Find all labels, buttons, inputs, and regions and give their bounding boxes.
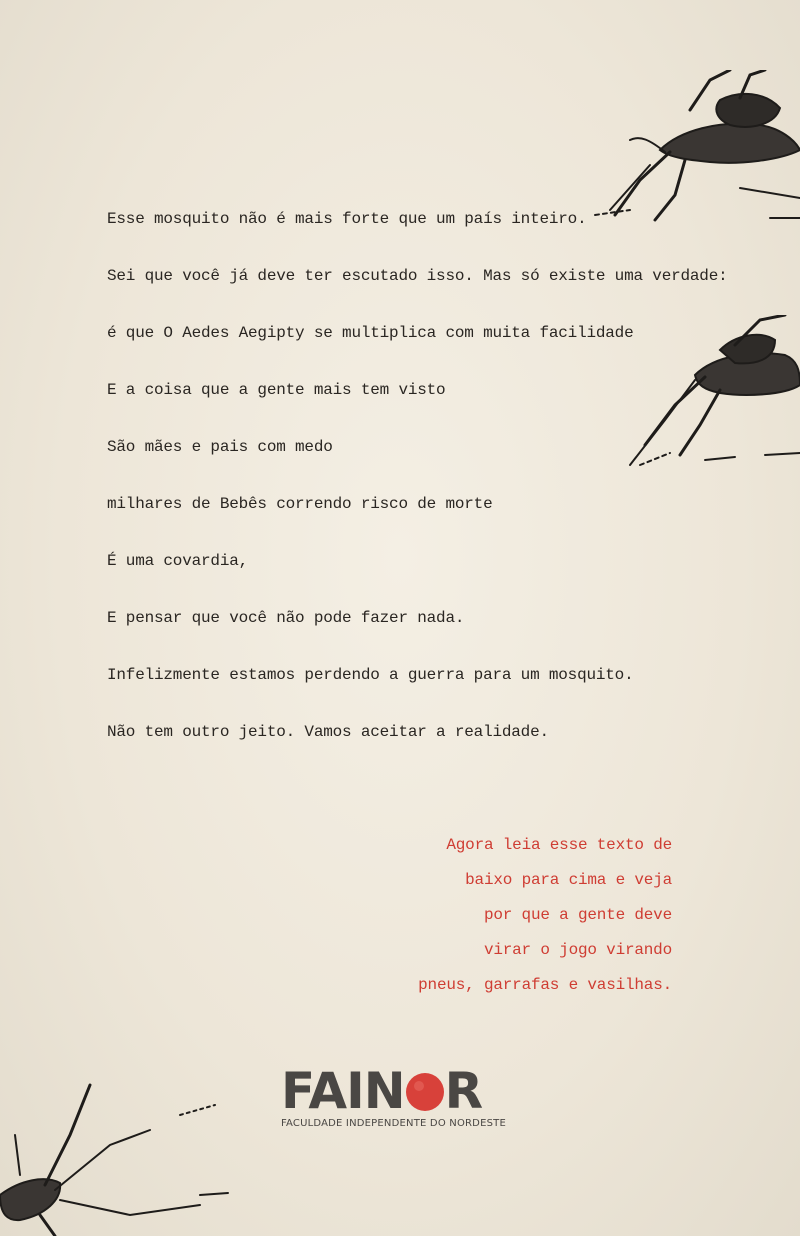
logo-word-part2: R <box>444 1062 483 1120</box>
logo-tagline: FACULDADE INDEPENDENTE DO NORDESTE <box>281 1118 506 1129</box>
poem-line: Não tem outro jeito. Vamos aceitar a realidade. <box>107 723 549 741</box>
instruction-line: por que a gente deve <box>483 906 672 924</box>
poem-line: E a coisa que a gente mais tem visto <box>107 381 446 399</box>
poem-line: São mães e pais com medo <box>107 438 333 456</box>
mosquito-bottom-icon <box>0 1075 230 1236</box>
poem-line: Infelizmente estamos perdendo a guerra para um mosquito. <box>107 666 634 684</box>
instruction-line: baixo para cima e veja <box>465 871 672 889</box>
logo-red-circle-icon <box>405 1070 445 1110</box>
fainor-logo <box>281 1062 506 1129</box>
poem-line: É uma covardia, <box>107 552 249 570</box>
instruction-line: virar o jogo virando <box>483 941 672 959</box>
poem-line: milhares de Bebês correndo risco de morte <box>107 495 493 513</box>
instruction-line: pneus, garrafas e vasilhas. <box>418 976 672 994</box>
poem-line: Esse mosquito não é mais forte que um país inteiro. <box>107 210 587 228</box>
mosquito-top-icon <box>590 70 800 230</box>
logo-word-part1: FAIN <box>281 1062 405 1120</box>
instruction-line: Agora leia esse texto de <box>446 836 672 854</box>
poem-line: E pensar que você não pode fazer nada. <box>107 609 465 627</box>
logo-wordmark <box>281 1062 503 1120</box>
reverse-reading-instruction <box>418 828 672 1003</box>
mosquito-middle-icon <box>625 315 800 475</box>
poem-line: é que O Aedes Aegipty se multiplica com muita facilidade <box>107 324 634 342</box>
poem-line: Sei que você já deve ter escutado isso. Mas só existe uma verdade: <box>107 267 728 285</box>
